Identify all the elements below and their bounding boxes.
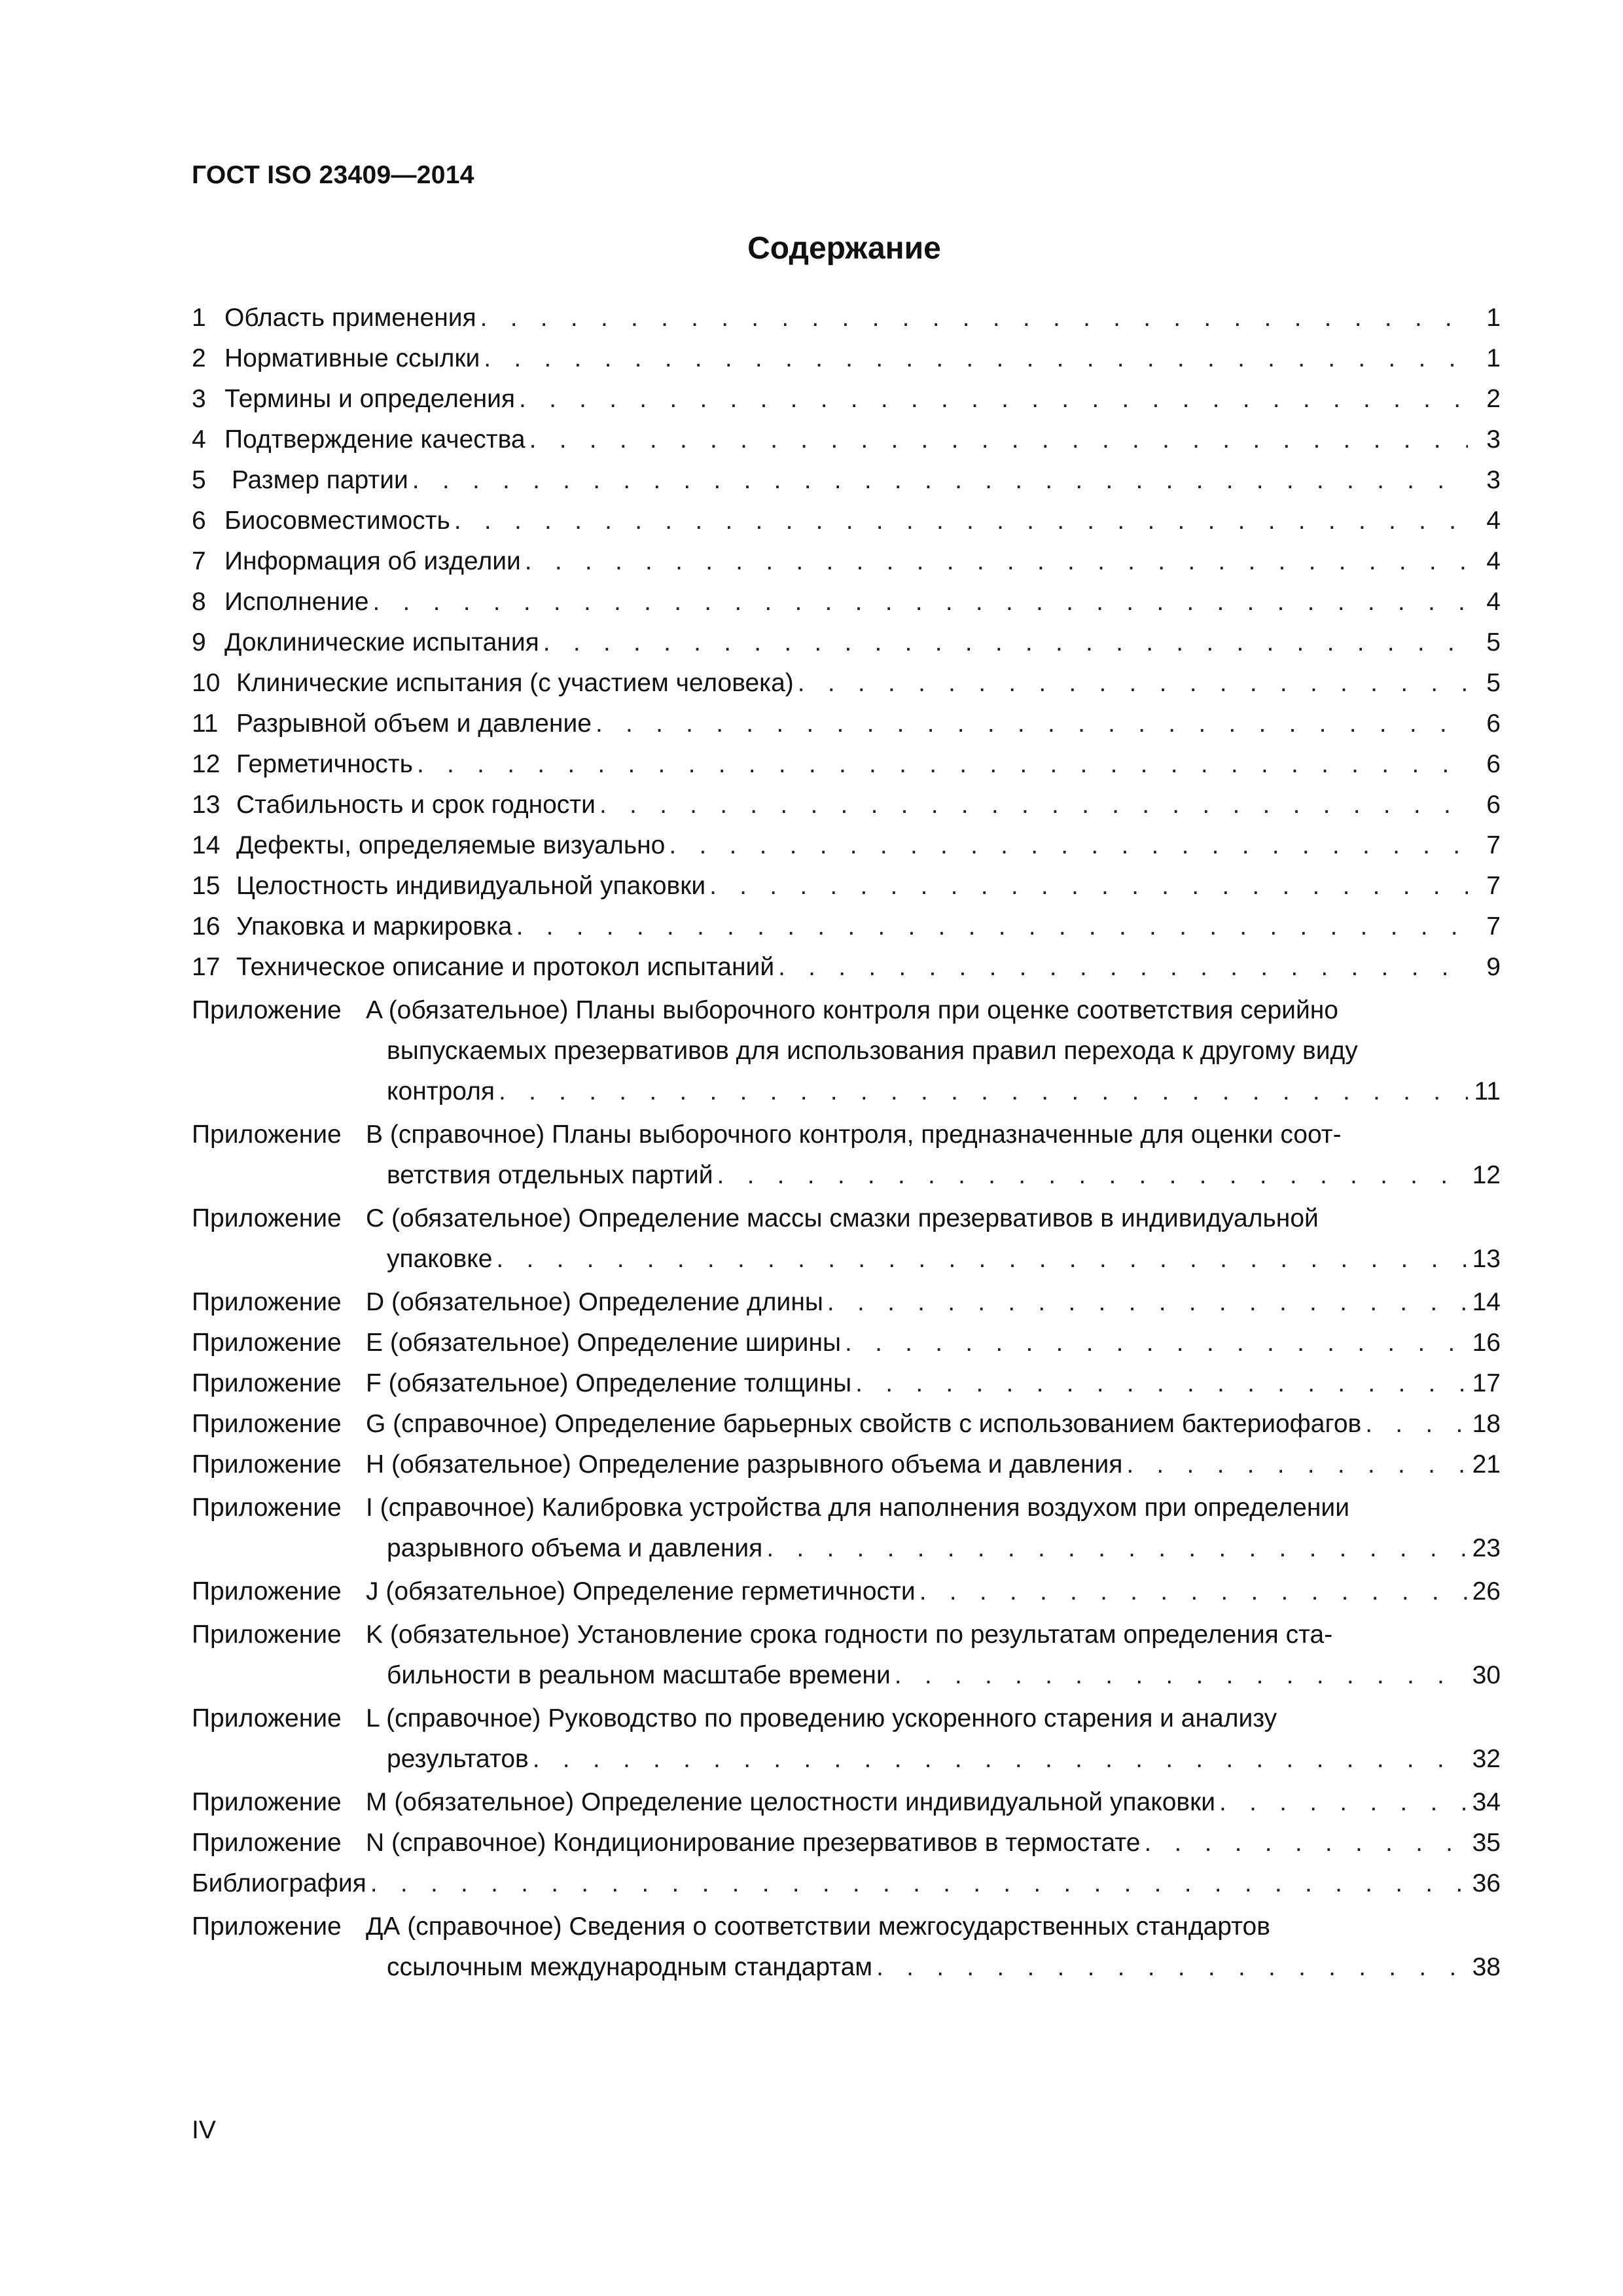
toc-line <box>192 947 1501 988</box>
dot-leader <box>845 1323 1468 1363</box>
toc-entry-annex-k[interactable] <box>192 1615 1501 1696</box>
toc-line <box>192 1655 1501 1696</box>
dot-leader <box>1219 1782 1468 1823</box>
toc-page-number: 6 <box>1486 709 1501 738</box>
dot-leader <box>454 501 1468 541</box>
toc-page-number: 34 <box>1472 1788 1501 1816</box>
annex-title-line: L (справочное) Руководство по проведению ускоренного старения и анализу <box>366 1704 1277 1732</box>
toc-line <box>192 298 1501 338</box>
annex-prefix: Приложение <box>192 1829 342 1857</box>
dot-leader <box>827 1282 1468 1323</box>
section-number: 4 <box>192 425 206 454</box>
toc-line <box>192 1782 1501 1823</box>
toc-line <box>192 501 1501 541</box>
toc-entry-section-4[interactable] <box>192 420 1501 460</box>
dot-leader <box>370 1863 1468 1904</box>
annex-title-line: бильности в реальном масштабе времени <box>387 1661 891 1689</box>
annex-prefix: Приложение <box>192 1577 342 1605</box>
dot-leader <box>778 947 1468 988</box>
page-number: IV <box>192 2116 216 2144</box>
toc-page-number: 26 <box>1472 1577 1501 1605</box>
section-title: Стабильность и срок годности <box>236 791 596 819</box>
toc-line <box>192 1115 1501 1155</box>
section-title: Целостность индивидуальной упаковки <box>236 872 706 900</box>
toc-page-number: 6 <box>1486 791 1501 819</box>
document-id: ГОСТ ISO 23409—2014 <box>192 161 474 189</box>
toc-entry-annex-da[interactable] <box>192 1907 1501 1988</box>
annex-title-line: J (обязательное) Определение герметичности <box>366 1577 916 1605</box>
toc-page-number: 6 <box>1486 750 1501 778</box>
toc-page-number: 17 <box>1472 1369 1501 1397</box>
toc-line <box>192 1198 1501 1239</box>
annex-title-line: контроля <box>387 1077 495 1105</box>
dot-leader <box>499 1071 1468 1112</box>
section-number: 5 <box>192 466 206 494</box>
toc-page-number: 1 <box>1486 304 1501 332</box>
toc-line <box>192 420 1501 460</box>
annex-title-line: K (обязательное) Установление срока годности по результатам определения ста- <box>366 1621 1333 1649</box>
toc-entry-section-8[interactable] <box>192 582 1501 622</box>
toc-line <box>192 1155 1501 1196</box>
section-title: Подтверждение качества <box>224 425 526 454</box>
toc-line <box>192 1907 1501 1947</box>
annex-prefix: Приложение <box>192 1369 342 1397</box>
toc-line <box>192 866 1501 906</box>
dot-leader <box>599 785 1468 825</box>
dot-leader <box>519 379 1468 420</box>
annex-prefix: Приложение <box>192 1450 342 1479</box>
toc-page-number: 36 <box>1472 1869 1501 1897</box>
toc-page-number: 1 <box>1486 344 1501 372</box>
annex-title-line: C (обязательное) Определение массы смазки презервативов в индивидуальной <box>366 1204 1319 1232</box>
toc-line <box>192 1363 1501 1404</box>
toc-line <box>192 785 1501 825</box>
toc-entry-section-9[interactable] <box>192 622 1501 663</box>
annex-title-line: ссылочным международным стандартам <box>387 1953 873 1981</box>
dot-leader <box>798 663 1468 704</box>
toc-entry-annex-g[interactable] <box>192 1404 1501 1444</box>
dot-leader <box>1365 1404 1468 1444</box>
dot-leader <box>669 825 1468 866</box>
section-title: Доклинические испытания <box>224 628 539 656</box>
section-title: Биосовместимость <box>224 507 450 535</box>
toc-page-number: 7 <box>1486 912 1501 941</box>
toc-line <box>192 744 1501 785</box>
section-title: Дефекты, определяемые визуально <box>236 831 666 859</box>
toc-entry-section-16[interactable] <box>192 906 1501 947</box>
toc-line <box>192 1444 1501 1485</box>
toc-entry-annex-h[interactable] <box>192 1444 1501 1485</box>
toc-page-number: 3 <box>1486 466 1501 494</box>
toc-entry-section-10[interactable] <box>192 663 1501 704</box>
page-title: Содержание <box>747 231 941 266</box>
section-number: 17 <box>192 953 221 981</box>
section-title: Техническое описание и протокол испытаний <box>236 953 775 981</box>
toc-line <box>192 1239 1501 1280</box>
section-number: 6 <box>192 507 206 535</box>
toc-line <box>192 541 1501 582</box>
toc-entry-section-11[interactable] <box>192 704 1501 744</box>
toc-line <box>192 1282 1501 1323</box>
dot-leader <box>543 622 1468 663</box>
dot-leader <box>1126 1444 1468 1485</box>
toc-line <box>192 1863 1501 1904</box>
dot-leader <box>709 866 1468 906</box>
toc-page-number: 14 <box>1472 1288 1501 1316</box>
section-title: Разрывной объем и давление <box>236 709 592 738</box>
annex-title-line: H (обязательное) Определение разрывного объема и давления <box>366 1450 1123 1479</box>
bibliography-title: Библиография <box>192 1869 366 1897</box>
toc-line <box>192 1528 1501 1569</box>
section-title: Исполнение <box>224 588 369 616</box>
annex-title-line: D (обязательное) Определение длины <box>366 1288 823 1316</box>
toc-line <box>192 704 1501 744</box>
annex-title-line: B (справочное) Планы выборочного контроля, предназначенные для оценки соот- <box>366 1121 1342 1149</box>
toc-line <box>192 1404 1501 1444</box>
annex-title-line: G (справочное) Определение барьерных свойств с использованием бактериофагов <box>366 1410 1362 1438</box>
toc-entry-section-1[interactable] <box>192 298 1501 338</box>
toc-page-number: 35 <box>1472 1829 1501 1857</box>
section-title: Термины и определения <box>224 385 516 413</box>
dot-leader <box>919 1571 1468 1612</box>
section-number: 8 <box>192 588 206 616</box>
annex-title-line: упаковке <box>387 1245 493 1273</box>
toc-line <box>192 1031 1501 1071</box>
dot-leader <box>417 744 1468 785</box>
toc-line <box>192 1947 1501 1988</box>
toc-page-number: 16 <box>1472 1329 1501 1357</box>
toc-line <box>192 825 1501 866</box>
dot-leader <box>484 338 1468 379</box>
toc-entry-bibliography[interactable] <box>192 1863 1501 1904</box>
toc-entry-annex-i[interactable] <box>192 1488 1501 1569</box>
toc-page-number: 7 <box>1486 831 1501 859</box>
toc-line <box>192 1823 1501 1863</box>
section-title: Нормативные ссылки <box>224 344 480 372</box>
toc-entry-annex-l[interactable] <box>192 1698 1501 1780</box>
section-number: 7 <box>192 547 206 575</box>
toc-entry-section-17[interactable] <box>192 947 1501 988</box>
toc-page-number: 18 <box>1472 1410 1501 1438</box>
toc-line <box>192 1071 1501 1112</box>
toc-entry-annex-j[interactable] <box>192 1571 1501 1612</box>
dot-leader <box>766 1528 1468 1569</box>
annex-title-line: N (справочное) Кондиционирование презервативов в термостате <box>366 1829 1141 1857</box>
toc-entry-section-12[interactable] <box>192 744 1501 785</box>
toc-entry-annex-e[interactable] <box>192 1323 1501 1363</box>
section-title: Упаковка и маркировка <box>236 912 512 941</box>
dot-leader <box>516 906 1468 947</box>
toc-page-number: 4 <box>1486 507 1501 535</box>
toc-line <box>192 1615 1501 1655</box>
annex-title-line: A (обязательное) Планы выборочного контроля при оценке соответствия серийно <box>366 996 1338 1024</box>
toc-entry-section-7[interactable] <box>192 541 1501 582</box>
dot-leader <box>529 420 1468 460</box>
toc-line <box>192 582 1501 622</box>
annex-title-line: E (обязательное) Определение ширины <box>366 1329 842 1357</box>
dot-leader <box>533 1739 1468 1780</box>
section-number: 10 <box>192 669 221 697</box>
toc-entry-section-5[interactable] <box>192 460 1501 501</box>
toc-entry-annex-n[interactable] <box>192 1823 1501 1863</box>
toc-page-number: 13 <box>1472 1245 1501 1273</box>
toc-page-number: 9 <box>1486 953 1501 981</box>
annex-prefix: Приложение <box>192 1704 342 1732</box>
toc-line <box>192 990 1501 1031</box>
toc-page-number: 11 <box>1474 1077 1501 1105</box>
dot-leader <box>372 582 1468 622</box>
toc-page-number: 3 <box>1486 425 1501 454</box>
annex-prefix: Приложение <box>192 1288 342 1316</box>
toc-page-number: 21 <box>1472 1450 1501 1479</box>
annex-prefix: Приложение <box>192 1494 342 1522</box>
section-number: 11 <box>192 709 219 738</box>
toc-line <box>192 1571 1501 1612</box>
dot-leader <box>596 704 1468 744</box>
dot-leader <box>1144 1823 1468 1863</box>
toc-entry-section-6[interactable] <box>192 501 1501 541</box>
annex-title-line: выпускаемых презервативов для использования правил перехода к другому виду <box>387 1037 1358 1065</box>
toc-page-number: 2 <box>1486 385 1501 413</box>
annex-prefix: Приложение <box>192 1329 342 1357</box>
dot-leader <box>525 541 1468 582</box>
toc-line <box>192 622 1501 663</box>
section-title: Информация об изделии <box>224 547 521 575</box>
toc-entry-section-15[interactable] <box>192 866 1501 906</box>
toc-line <box>192 1698 1501 1739</box>
toc-entry-annex-c[interactable] <box>192 1198 1501 1280</box>
dot-leader <box>855 1363 1468 1404</box>
annex-prefix: Приложение <box>192 1621 342 1649</box>
toc-entry-section-3[interactable] <box>192 379 1501 420</box>
annex-prefix: Приложение <box>192 1912 342 1941</box>
section-title: Область применения <box>224 304 476 332</box>
toc-entry-section-2[interactable] <box>192 338 1501 379</box>
toc-line <box>192 338 1501 379</box>
toc-page-number: 23 <box>1472 1534 1501 1562</box>
toc-entry-section-14[interactable] <box>192 825 1501 866</box>
toc-entry-annex-b[interactable] <box>192 1115 1501 1196</box>
annex-prefix: Приложение <box>192 1788 342 1816</box>
toc-entry-annex-a[interactable] <box>192 990 1501 1112</box>
toc-entry-annex-m[interactable] <box>192 1782 1501 1823</box>
toc-entry-section-13[interactable] <box>192 785 1501 825</box>
toc-page-number: 5 <box>1486 628 1501 656</box>
toc-page-number: 30 <box>1472 1661 1501 1689</box>
section-number: 13 <box>192 791 221 819</box>
toc-line <box>192 906 1501 947</box>
annex-title-line: ветствия отдельных партий <box>387 1161 713 1189</box>
toc-line <box>192 379 1501 420</box>
section-title: Размер партии <box>224 466 408 494</box>
toc-line <box>192 460 1501 501</box>
section-number: 9 <box>192 628 206 656</box>
annex-title-line: результатов <box>387 1745 529 1773</box>
annex-title-line: ДА (справочное) Сведения о соответствии межгосударственных стандартов <box>366 1912 1270 1941</box>
annex-prefix: Приложение <box>192 1121 342 1149</box>
toc-page-number: 4 <box>1486 588 1501 616</box>
dot-leader <box>480 298 1468 338</box>
toc-page-number: 4 <box>1486 547 1501 575</box>
section-number: 2 <box>192 344 206 372</box>
dot-leader <box>717 1155 1468 1196</box>
toc-entry-annex-d[interactable] <box>192 1282 1501 1323</box>
toc-page-number: 32 <box>1472 1745 1501 1773</box>
toc-line <box>192 1323 1501 1363</box>
section-title: Герметичность <box>236 750 413 778</box>
section-title: Клинические испытания (с участием человека) <box>236 669 794 697</box>
annex-title-line: I (справочное) Калибровка устройства для наполнения воздухом при определении <box>366 1494 1350 1522</box>
section-number: 14 <box>192 831 221 859</box>
dot-leader <box>895 1655 1468 1696</box>
toc-page-number: 12 <box>1472 1161 1501 1189</box>
toc-line <box>192 1739 1501 1780</box>
toc-entry-annex-f[interactable] <box>192 1363 1501 1404</box>
section-number: 16 <box>192 912 221 941</box>
toc-line <box>192 1488 1501 1528</box>
section-number: 12 <box>192 750 221 778</box>
section-number: 15 <box>192 872 221 900</box>
annex-title-line: разрывного объема и давления <box>387 1534 763 1562</box>
dot-leader <box>496 1239 1468 1280</box>
toc-page-number: 7 <box>1486 872 1501 900</box>
annex-title-line: F (обязательное) Определение толщины <box>366 1369 852 1397</box>
toc-page-number: 5 <box>1486 669 1501 697</box>
toc-page-number: 38 <box>1472 1953 1501 1981</box>
table-of-contents <box>192 298 1501 1990</box>
section-number: 1 <box>192 304 206 332</box>
annex-prefix: Приложение <box>192 1204 342 1232</box>
toc-line <box>192 663 1501 704</box>
annex-title-line: M (обязательное) Определение целостности индивидуальной упаковки <box>366 1788 1215 1816</box>
section-number: 3 <box>192 385 206 413</box>
dot-leader <box>876 1947 1468 1988</box>
annex-prefix: Приложение <box>192 1410 342 1438</box>
annex-prefix: Приложение <box>192 996 342 1024</box>
dot-leader <box>412 460 1468 501</box>
